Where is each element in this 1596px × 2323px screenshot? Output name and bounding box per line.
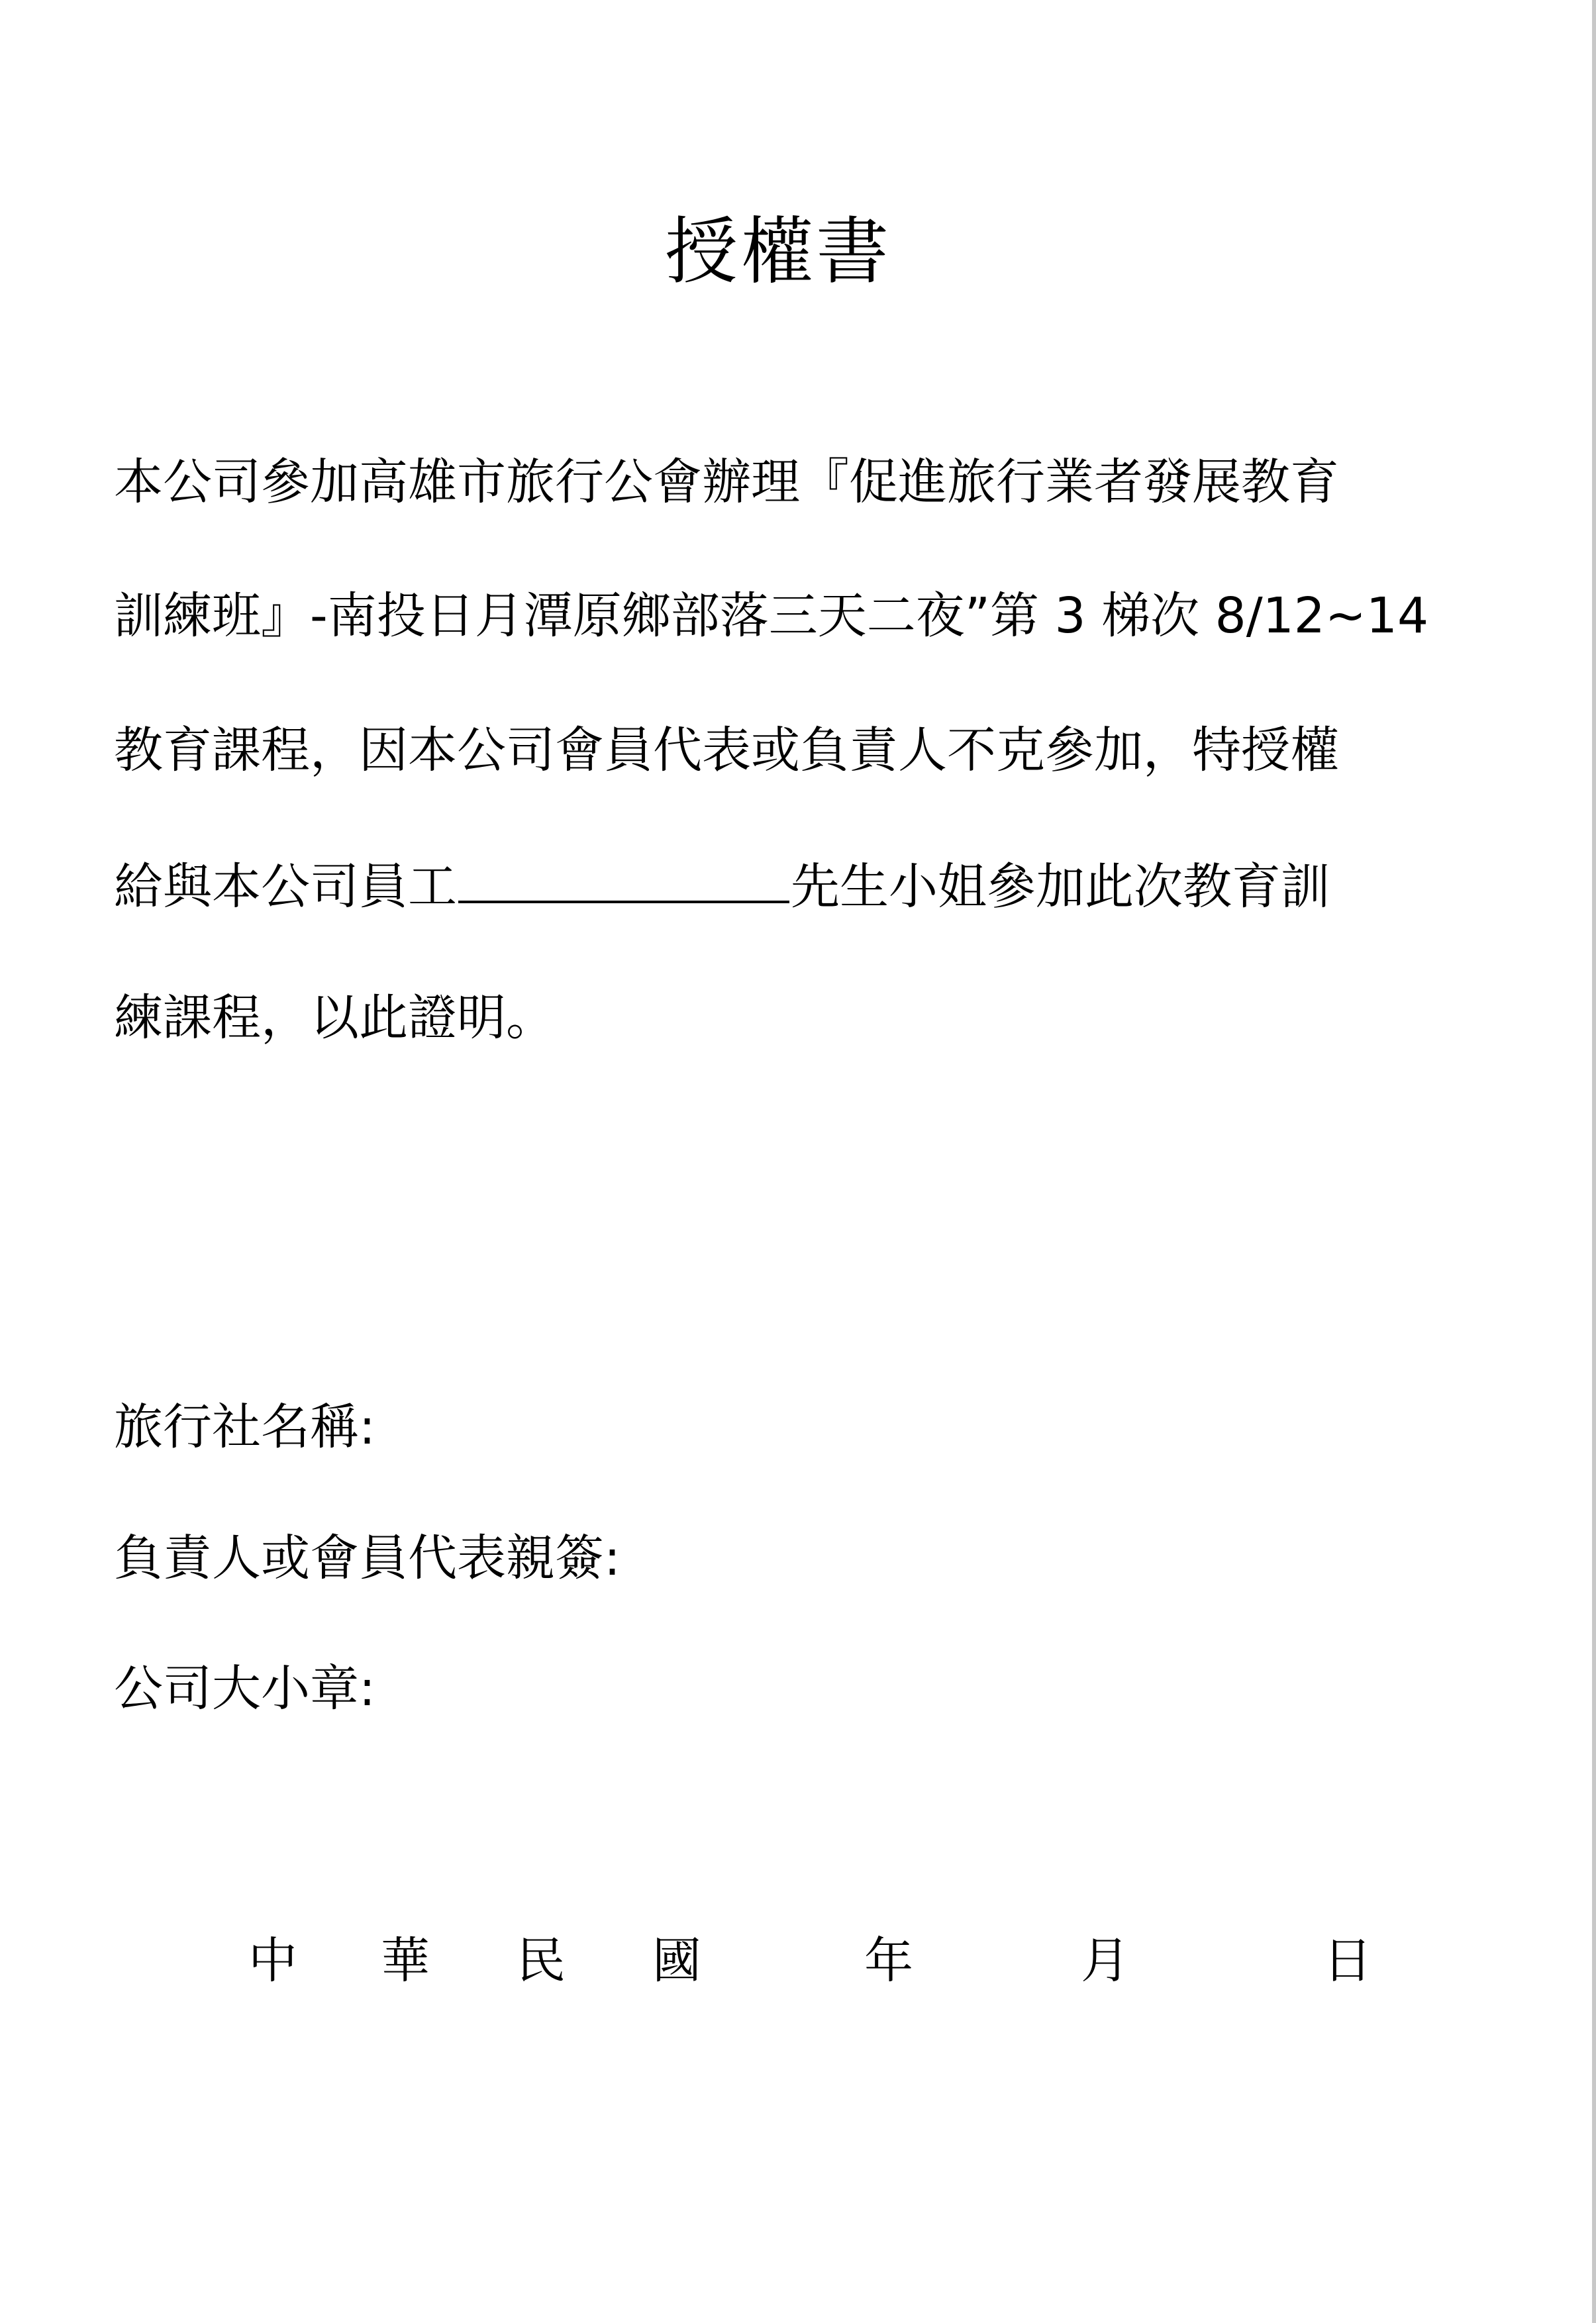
paragraph-line-4 [114, 854, 1452, 916]
date-char-zhong: 中 [248, 1932, 297, 1989]
employee-name-blank[interactable] [458, 854, 789, 903]
date-day: 日 [1323, 1932, 1372, 1989]
paragraph-line-4-after: 先生小姐參加此次教育訓 [791, 858, 1330, 915]
date-char-min: 民 [517, 1932, 566, 1989]
date-char-guo: 國 [652, 1932, 701, 1989]
agency-name-label: 旅行社名稱: [114, 1399, 375, 1456]
company-seal-label: 公司大小章: [114, 1660, 375, 1717]
paragraph-line-3: 教育課程，因本公司會員代表或負責人不克參加，特授權 [114, 722, 1339, 779]
date-year: 年 [864, 1932, 913, 1989]
document-title: 授權書 [665, 209, 891, 294]
paragraph-line-1: 本公司參加高雄市旅行公會辦理『促進旅行業者發展教育 [114, 454, 1339, 511]
date-line [0, 1931, 1596, 1997]
signature-label: 負責人或會員代表親簽: [114, 1530, 621, 1587]
date-month: 月 [1081, 1932, 1130, 1989]
paragraph-line-4-before: 給與本公司員工 [114, 858, 457, 915]
paragraph-line-2: 訓練班』-南投日月潭原鄉部落三天二夜”第 3 梯次 8/12~14 [114, 587, 1429, 644]
date-char-hua: 華 [381, 1932, 430, 1989]
paragraph-line-5: 練課程，以此證明。 [114, 989, 555, 1046]
